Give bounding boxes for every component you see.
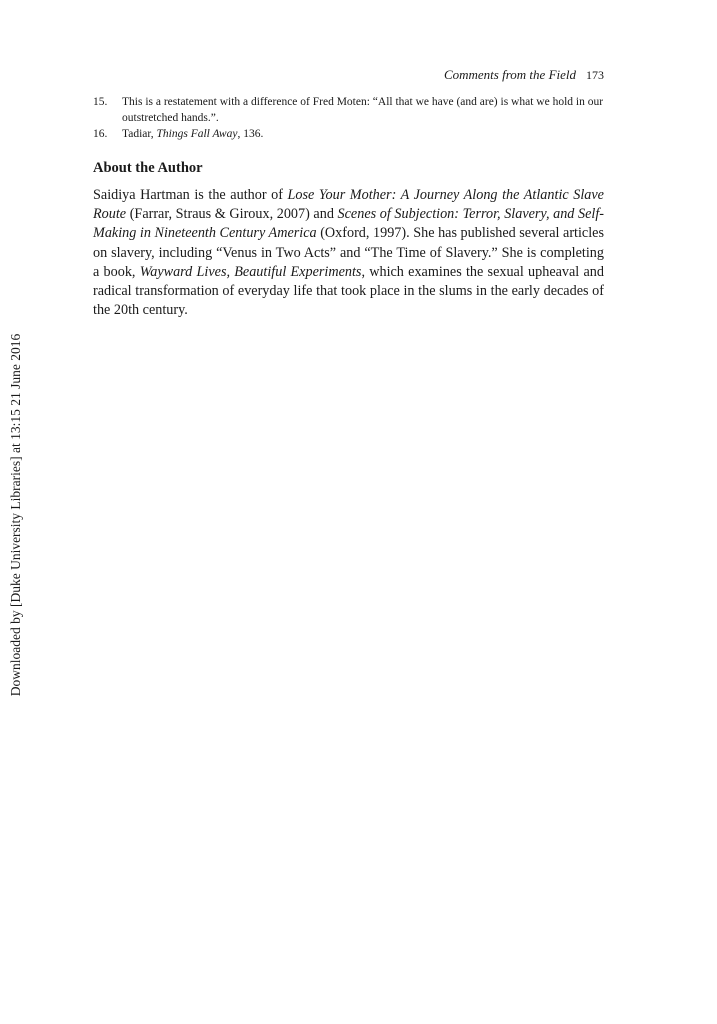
about-author-heading: About the Author (93, 160, 203, 176)
book-title: Wayward Lives, Beautiful Experiments (139, 263, 362, 280)
bio-text-segment: , which examines the sexual upheaval and radical transformation of everyday life that took place in the slums in the early decades of the 20th century. (93, 263, 604, 319)
endnote-16 (93, 126, 604, 142)
bio-text-segment: Saidiya Hartman is the author of (93, 187, 288, 203)
endnotes (93, 94, 604, 142)
endnote-text-segment: Tadiar, (122, 128, 157, 140)
endnote-15 (93, 94, 604, 126)
running-head (93, 67, 604, 83)
book-title: Lose Your Mother: A Journey Along the Atlantic Slave Route (93, 187, 604, 223)
endnote-number: 16. (93, 128, 108, 140)
endnote-text: This is a restatement with a difference of Fred Moten: “All that we have (and are) is what we hold in our outstretched hands.”. (122, 96, 604, 124)
page-number: 173 (586, 68, 604, 82)
author-bio-paragraph (93, 186, 604, 320)
endnote-text-segment: , 136. (237, 128, 264, 140)
endnote-text (122, 126, 604, 142)
bio-text-segment: (Oxford, 1997). She has published several articles on slavery, including “Venus in Two Acts” and “The Time of Slavery.” She is completing a book, (93, 225, 604, 280)
book-title: Scenes of Subjection: Terror, Slavery, and Self-Making in Nineteenth Century America (93, 206, 604, 242)
download-watermark-text: Downloaded by [Duke University Libraries] at 13:15 21 June 2016 (8, 333, 23, 697)
endnote-cited-title: Things Fall Away (156, 128, 238, 140)
endnote-number: 15. (93, 96, 108, 108)
bio-text-segment: (Farrar, Straus & Giroux, 2007) and (126, 206, 338, 223)
running-head-title: Comments from the Field (443, 67, 576, 82)
